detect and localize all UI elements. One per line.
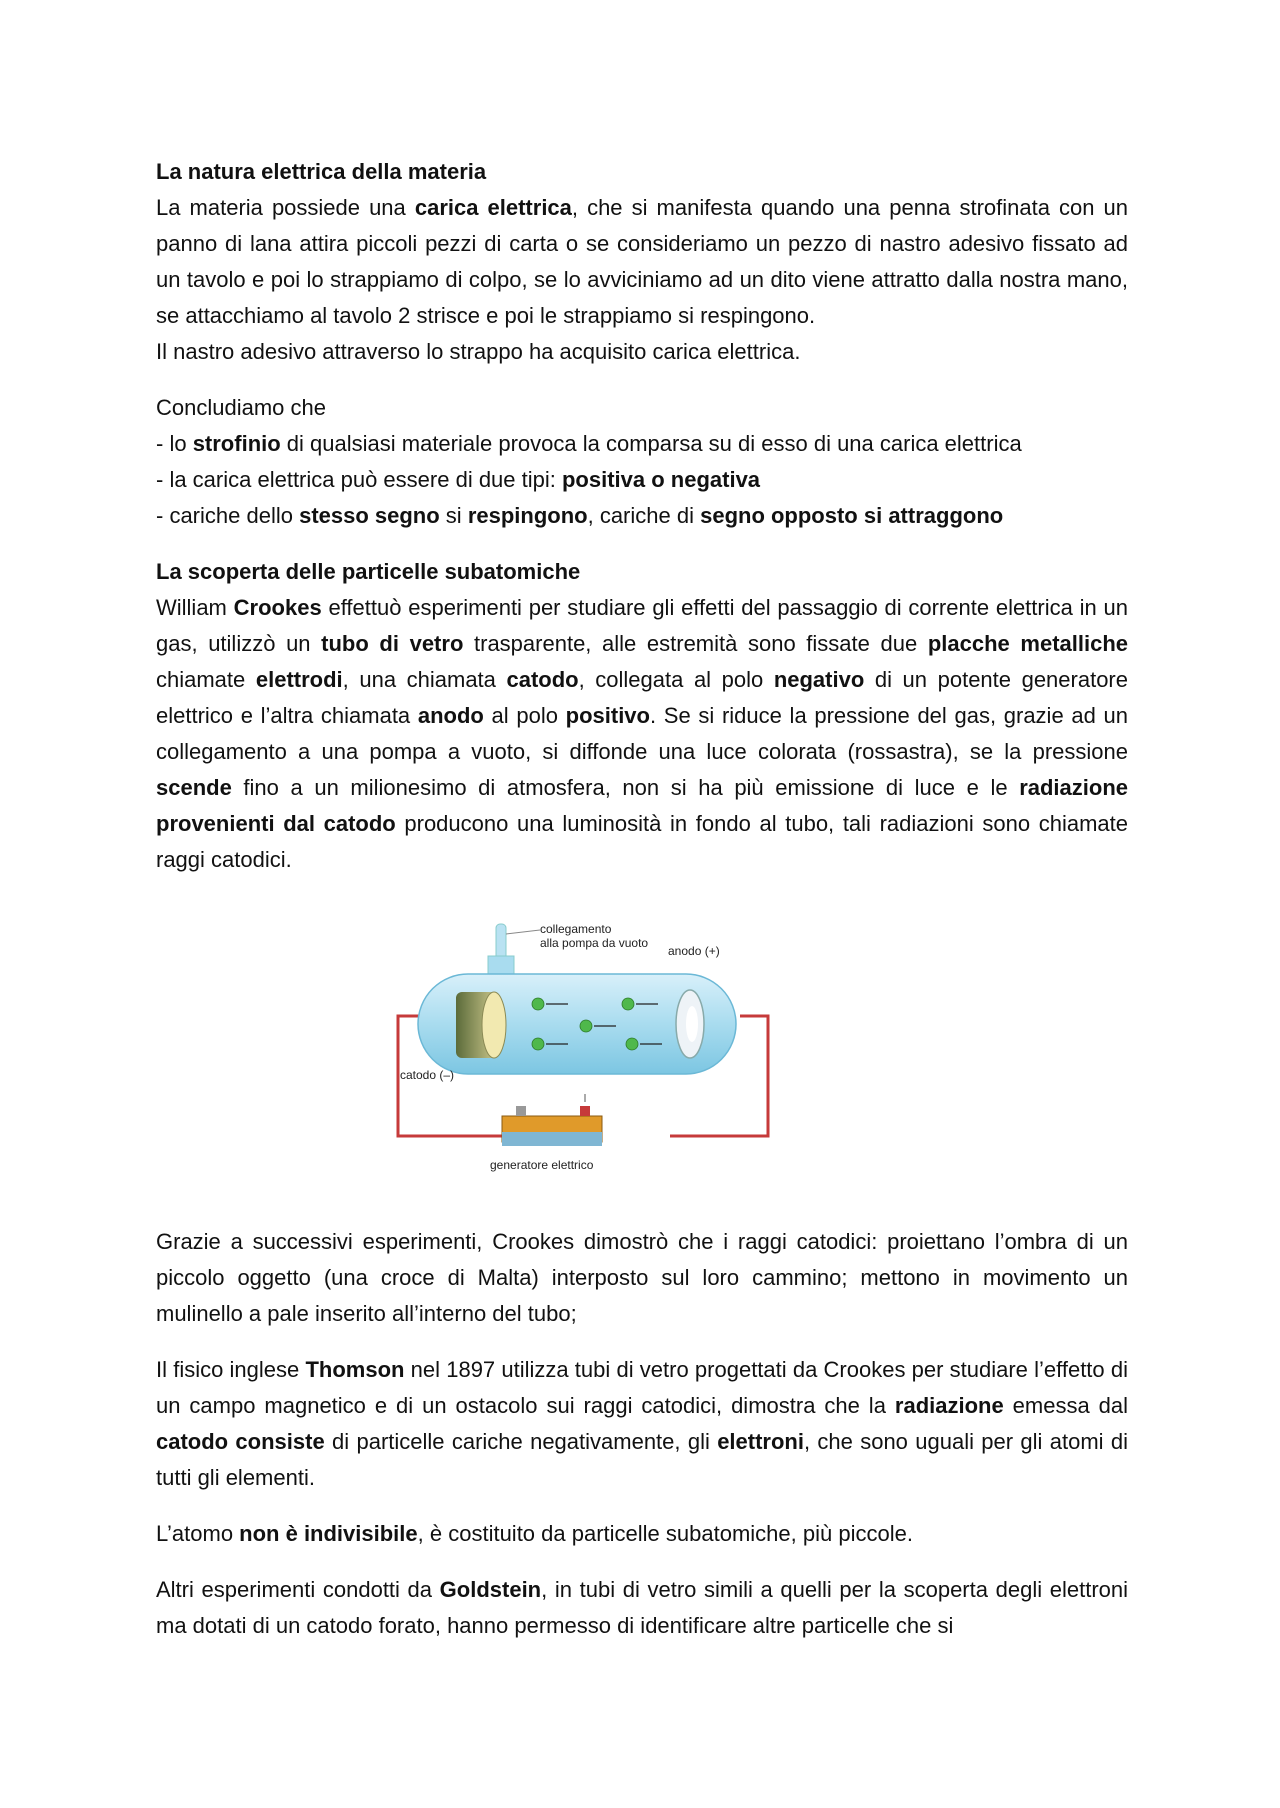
label-cathode: catodo (–) [400,1068,455,1082]
bullet-rubbing: - lo strofinio di qualsiasi materiale provoca la comparsa su di esso di una carica elettrica [156,431,1022,456]
paragraph-atom: L’atomo non è indivisibile, è costituito da particelle subatomiche, più piccole. [156,1521,913,1546]
crookes-tube-figure [390,904,770,1184]
label-generator: generatore elettrico [490,1158,594,1172]
bullet-attraction: - cariche dello stesso segno si respingono, cariche di segno opposto si attraggono [156,503,1004,528]
section-heading-electric-nature: La natura elettrica della materia [156,159,487,184]
paragraph-crookes: William Crookes effettuò esperimenti per studiare gli effetti del passaggio di corrente elettrica in un gas, utilizzò un tubo di vetro trasparente, alle estremità sono fissate due placche metalliche chiamate elettrodi, una chiamata catodo, collegata al polo negativo di un potente generatore elettrico e l’altra chiamata anodo al polo positivo. Se si riduce la pressione del gas, grazie ad un collegamento a una pompa a vuoto, si diffonde una luce colorata (rossastra), se la pressione scende fino a un milionesimo di atmosfera, non si ha più emissione di luce e le radiazione provenienti dal catodo producono una luminosità in fondo al tubo, tali radiazioni sono chiamate raggi catodici. [156,595,1128,872]
paragraph-experiments: Grazie a successivi esperimenti, Crookes dimostrò che i raggi catodici: proiettano l’ombra di un piccolo oggetto (una croce di Malta) interposto sul loro cammino; mettono in movimento un mulinello a pale inserito all’interno del tubo; [156,1229,1128,1326]
label-pump-line2: alla pompa da vuoto [540,936,649,950]
label-pump-line1: collegamento [540,922,612,936]
paragraph-charge: La materia possiede una carica elettrica, che si manifesta quando una penna strofinata con un panno di lana attira piccoli pezzi di carta o se consideriamo un pezzo di nastro adesivo fissato ad un tavolo e poi lo strappiamo di colpo, se lo avviciniamo ad un dito viene attratto dalla nostra mano, se attacchiamo al tavolo 2 strisce e poi le strappiamo si respingono. [156,195,1129,328]
label-anode: anodo (+) [668,944,720,958]
paragraph-conclude: Concludiamo che [156,395,326,420]
paragraph-thomson: Il fisico inglese Thomson nel 1897 utilizza tubi di vetro progettati da Crookes per studiare l’effetto di un campo magnetico e di un ostacolo sui raggi catodici, dimostra che la radiazione emessa dal catodo consiste di particelle cariche negativamente, gli elettroni, che sono uguali per gli atomi di tutti gli elementi. [156,1357,1129,1490]
bullet-two-types: - la carica elettrica può essere di due tipi: positiva o negativa [156,467,761,492]
document-page [156,154,1128,1644]
paragraph-goldstein: Altri esperimenti condotti da Goldstein, in tubi di vetro simili a quelli per la scoperta degli elettroni ma dotati di un catodo forato, hanno permesso di identificare altre particelle che si [156,1577,1128,1638]
paragraph-tape: Il nastro adesivo attraverso lo strappo ha acquisito carica elettrica. [156,339,801,364]
section-heading-subatomic: La scoperta delle particelle subatomiche [156,559,581,584]
